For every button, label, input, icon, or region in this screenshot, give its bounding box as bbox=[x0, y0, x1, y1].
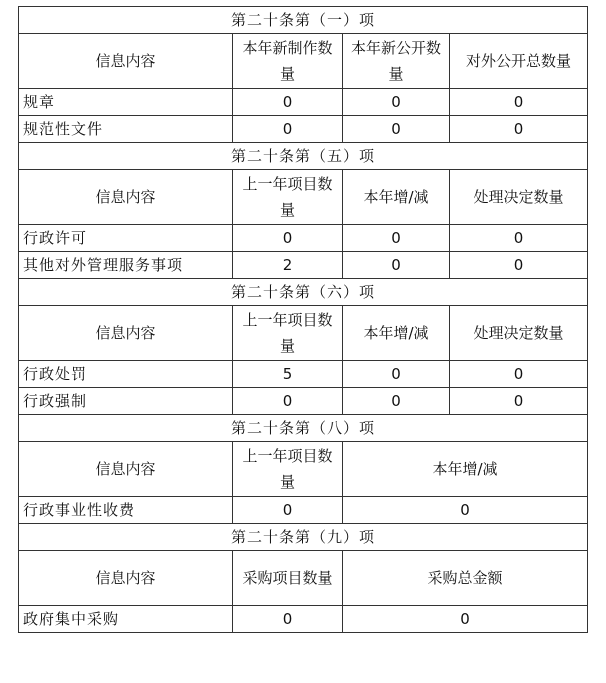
value-cell: 0 bbox=[233, 606, 343, 633]
header-cell: 信息内容 bbox=[19, 306, 233, 361]
header-row bbox=[19, 551, 588, 606]
section-title: 第二十条第（八）项 bbox=[19, 415, 588, 442]
header-cell: 上一年项目数量 bbox=[233, 442, 343, 497]
row-label: 政府集中采购 bbox=[19, 606, 233, 633]
value-cell: 0 bbox=[450, 89, 588, 116]
row-label: 规范性文件 bbox=[19, 116, 233, 143]
header-row bbox=[19, 306, 588, 361]
section-title-row bbox=[19, 7, 588, 34]
value-cell: 0 bbox=[343, 225, 450, 252]
value-cell: 0 bbox=[343, 361, 450, 388]
header-cell: 上一年项目数量 bbox=[233, 306, 343, 361]
header-cell: 本年增/减 bbox=[343, 442, 588, 497]
value-cell: 0 bbox=[450, 225, 588, 252]
header-row bbox=[19, 442, 588, 497]
header-cell: 本年新公开数量 bbox=[343, 34, 450, 89]
value-cell: 0 bbox=[233, 116, 343, 143]
section-title: 第二十条第（五）项 bbox=[19, 143, 588, 170]
row-label: 规章 bbox=[19, 89, 233, 116]
header-cell: 信息内容 bbox=[19, 442, 233, 497]
section-title: 第二十条第（九）项 bbox=[19, 524, 588, 551]
table-row bbox=[19, 361, 588, 388]
value-cell: 0 bbox=[343, 252, 450, 279]
header-cell: 本年增/减 bbox=[343, 170, 450, 225]
table-row bbox=[19, 252, 588, 279]
value-cell: 0 bbox=[450, 361, 588, 388]
section-title: 第二十条第（六）项 bbox=[19, 279, 588, 306]
header-cell: 采购项目数量 bbox=[233, 551, 343, 606]
value-cell: 0 bbox=[450, 252, 588, 279]
header-row bbox=[19, 34, 588, 89]
header-cell: 信息内容 bbox=[19, 551, 233, 606]
value-cell: 2 bbox=[233, 252, 343, 279]
row-label: 行政许可 bbox=[19, 225, 233, 252]
value-cell: 0 bbox=[450, 116, 588, 143]
value-cell: 0 bbox=[233, 388, 343, 415]
section-title: 第二十条第（一）项 bbox=[19, 7, 588, 34]
header-cell: 采购总金额 bbox=[343, 551, 588, 606]
value-cell: 0 bbox=[343, 388, 450, 415]
header-cell: 信息内容 bbox=[19, 34, 233, 89]
header-cell: 处理决定数量 bbox=[450, 170, 588, 225]
section-title-row bbox=[19, 524, 588, 551]
table-row bbox=[19, 116, 588, 143]
value-cell: 0 bbox=[233, 497, 343, 524]
row-label: 行政事业性收费 bbox=[19, 497, 233, 524]
table-row bbox=[19, 89, 588, 116]
table-row bbox=[19, 606, 588, 633]
section-title-row bbox=[19, 279, 588, 306]
header-cell: 本年新制作数量 bbox=[233, 34, 343, 89]
header-row bbox=[19, 170, 588, 225]
value-cell: 0 bbox=[450, 388, 588, 415]
value-cell: 0 bbox=[233, 89, 343, 116]
table-row bbox=[19, 225, 588, 252]
row-label: 行政处罚 bbox=[19, 361, 233, 388]
value-cell: 0 bbox=[343, 116, 450, 143]
table-row bbox=[19, 388, 588, 415]
header-cell: 对外公开总数量 bbox=[450, 34, 588, 89]
value-cell: 0 bbox=[343, 606, 588, 633]
row-label: 行政强制 bbox=[19, 388, 233, 415]
header-cell: 上一年项目数量 bbox=[233, 170, 343, 225]
value-cell: 0 bbox=[343, 497, 588, 524]
table-row bbox=[19, 497, 588, 524]
disclosure-table bbox=[18, 6, 588, 633]
value-cell: 0 bbox=[233, 225, 343, 252]
value-cell: 5 bbox=[233, 361, 343, 388]
value-cell: 0 bbox=[343, 89, 450, 116]
section-title-row bbox=[19, 143, 588, 170]
header-cell: 处理决定数量 bbox=[450, 306, 588, 361]
row-label: 其他对外管理服务事项 bbox=[19, 252, 233, 279]
header-cell: 信息内容 bbox=[19, 170, 233, 225]
header-cell: 本年增/减 bbox=[343, 306, 450, 361]
section-title-row bbox=[19, 415, 588, 442]
